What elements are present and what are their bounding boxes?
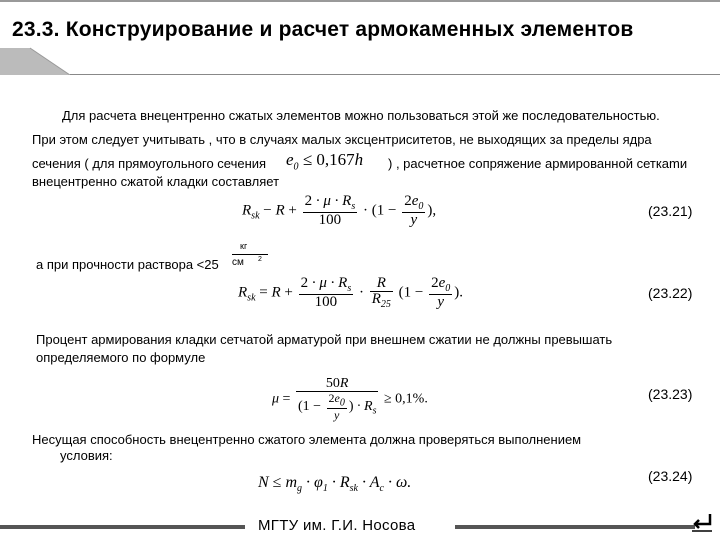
- para3-line2: условия:: [60, 448, 113, 463]
- formula-23-21: $R_{sk} - R$ + $\frac{2 \cdot \mu \cdot R_s}{100}$ · (1 − $\frac{2e_0}{y}$ ),: [242, 193, 437, 228]
- strength-text: а при прочности раствора <25: [36, 257, 219, 272]
- eq-number-23-22: (23.22): [648, 285, 693, 301]
- para1-line1: Для расчета внецентренно сжатых элементов можно пользоваться этой же последовательностью.: [62, 108, 660, 123]
- para1-line3a: сечения ( для прямоугольного сечения: [32, 156, 267, 171]
- footer-label: МГТУ им. Г.И. Носова: [258, 517, 416, 534]
- para1-line3b: ) , расчетное сопряжение армированной сеткаmи: [388, 156, 688, 171]
- return-arrow-icon[interactable]: [690, 510, 714, 539]
- page-title: 23.3. Конструирование и расчет армокаменных элементов: [12, 18, 634, 41]
- strength-unit-denominator: см: [232, 257, 244, 268]
- eq-number-23-24: (23.24): [648, 468, 693, 484]
- formula-23-22: $R_{sk} = R$ + $\frac{2 \cdot \mu \cdot R_s}{100}$ · $\frac{R}{R_{25}}$ (1 − $\frac{2e_0}{y}$ ).: [238, 275, 464, 310]
- para3-line1: Несущая способность внецентренно сжатого элемента должна проверяться выполнением: [32, 432, 582, 447]
- eq-number-23-23: (23.23): [648, 386, 693, 402]
- para2-line1: Процент армирования кладки сетчатой арматурой при внешнем сжатии не должны превышать: [36, 332, 613, 347]
- footer-bar-left: [0, 525, 245, 529]
- para1-line4: внецентренно сжатой кладки составляет: [32, 174, 280, 189]
- eq-number-23-21: (23.21): [648, 203, 693, 219]
- para1-line2: При этом следует учитывать , что в случаях малых эксцентриситетов, не выходящих за пределы ядра: [32, 132, 652, 147]
- strength-unit-fraction-bar: [232, 254, 268, 255]
- title-band: [0, 0, 720, 75]
- strength-unit-exponent: 2: [258, 256, 262, 263]
- footer-bar-right: [455, 525, 695, 529]
- strength-unit-numerator: кг: [240, 241, 248, 251]
- formula-23-23: μ = 50R (1 − $\frac{2e_0}{y}$ ) · $R_s$ ≥ 0,1%.: [272, 376, 428, 423]
- formula-23-24: $N \le m_g \cdot \varphi_1 \cdot R_{sk} \cdot A_c \cdot \omega$.: [258, 474, 412, 495]
- para2-line2: определяемого по формуле: [36, 350, 206, 365]
- inline-formula-e0: $e_0 \le 0,167h$: [286, 150, 364, 173]
